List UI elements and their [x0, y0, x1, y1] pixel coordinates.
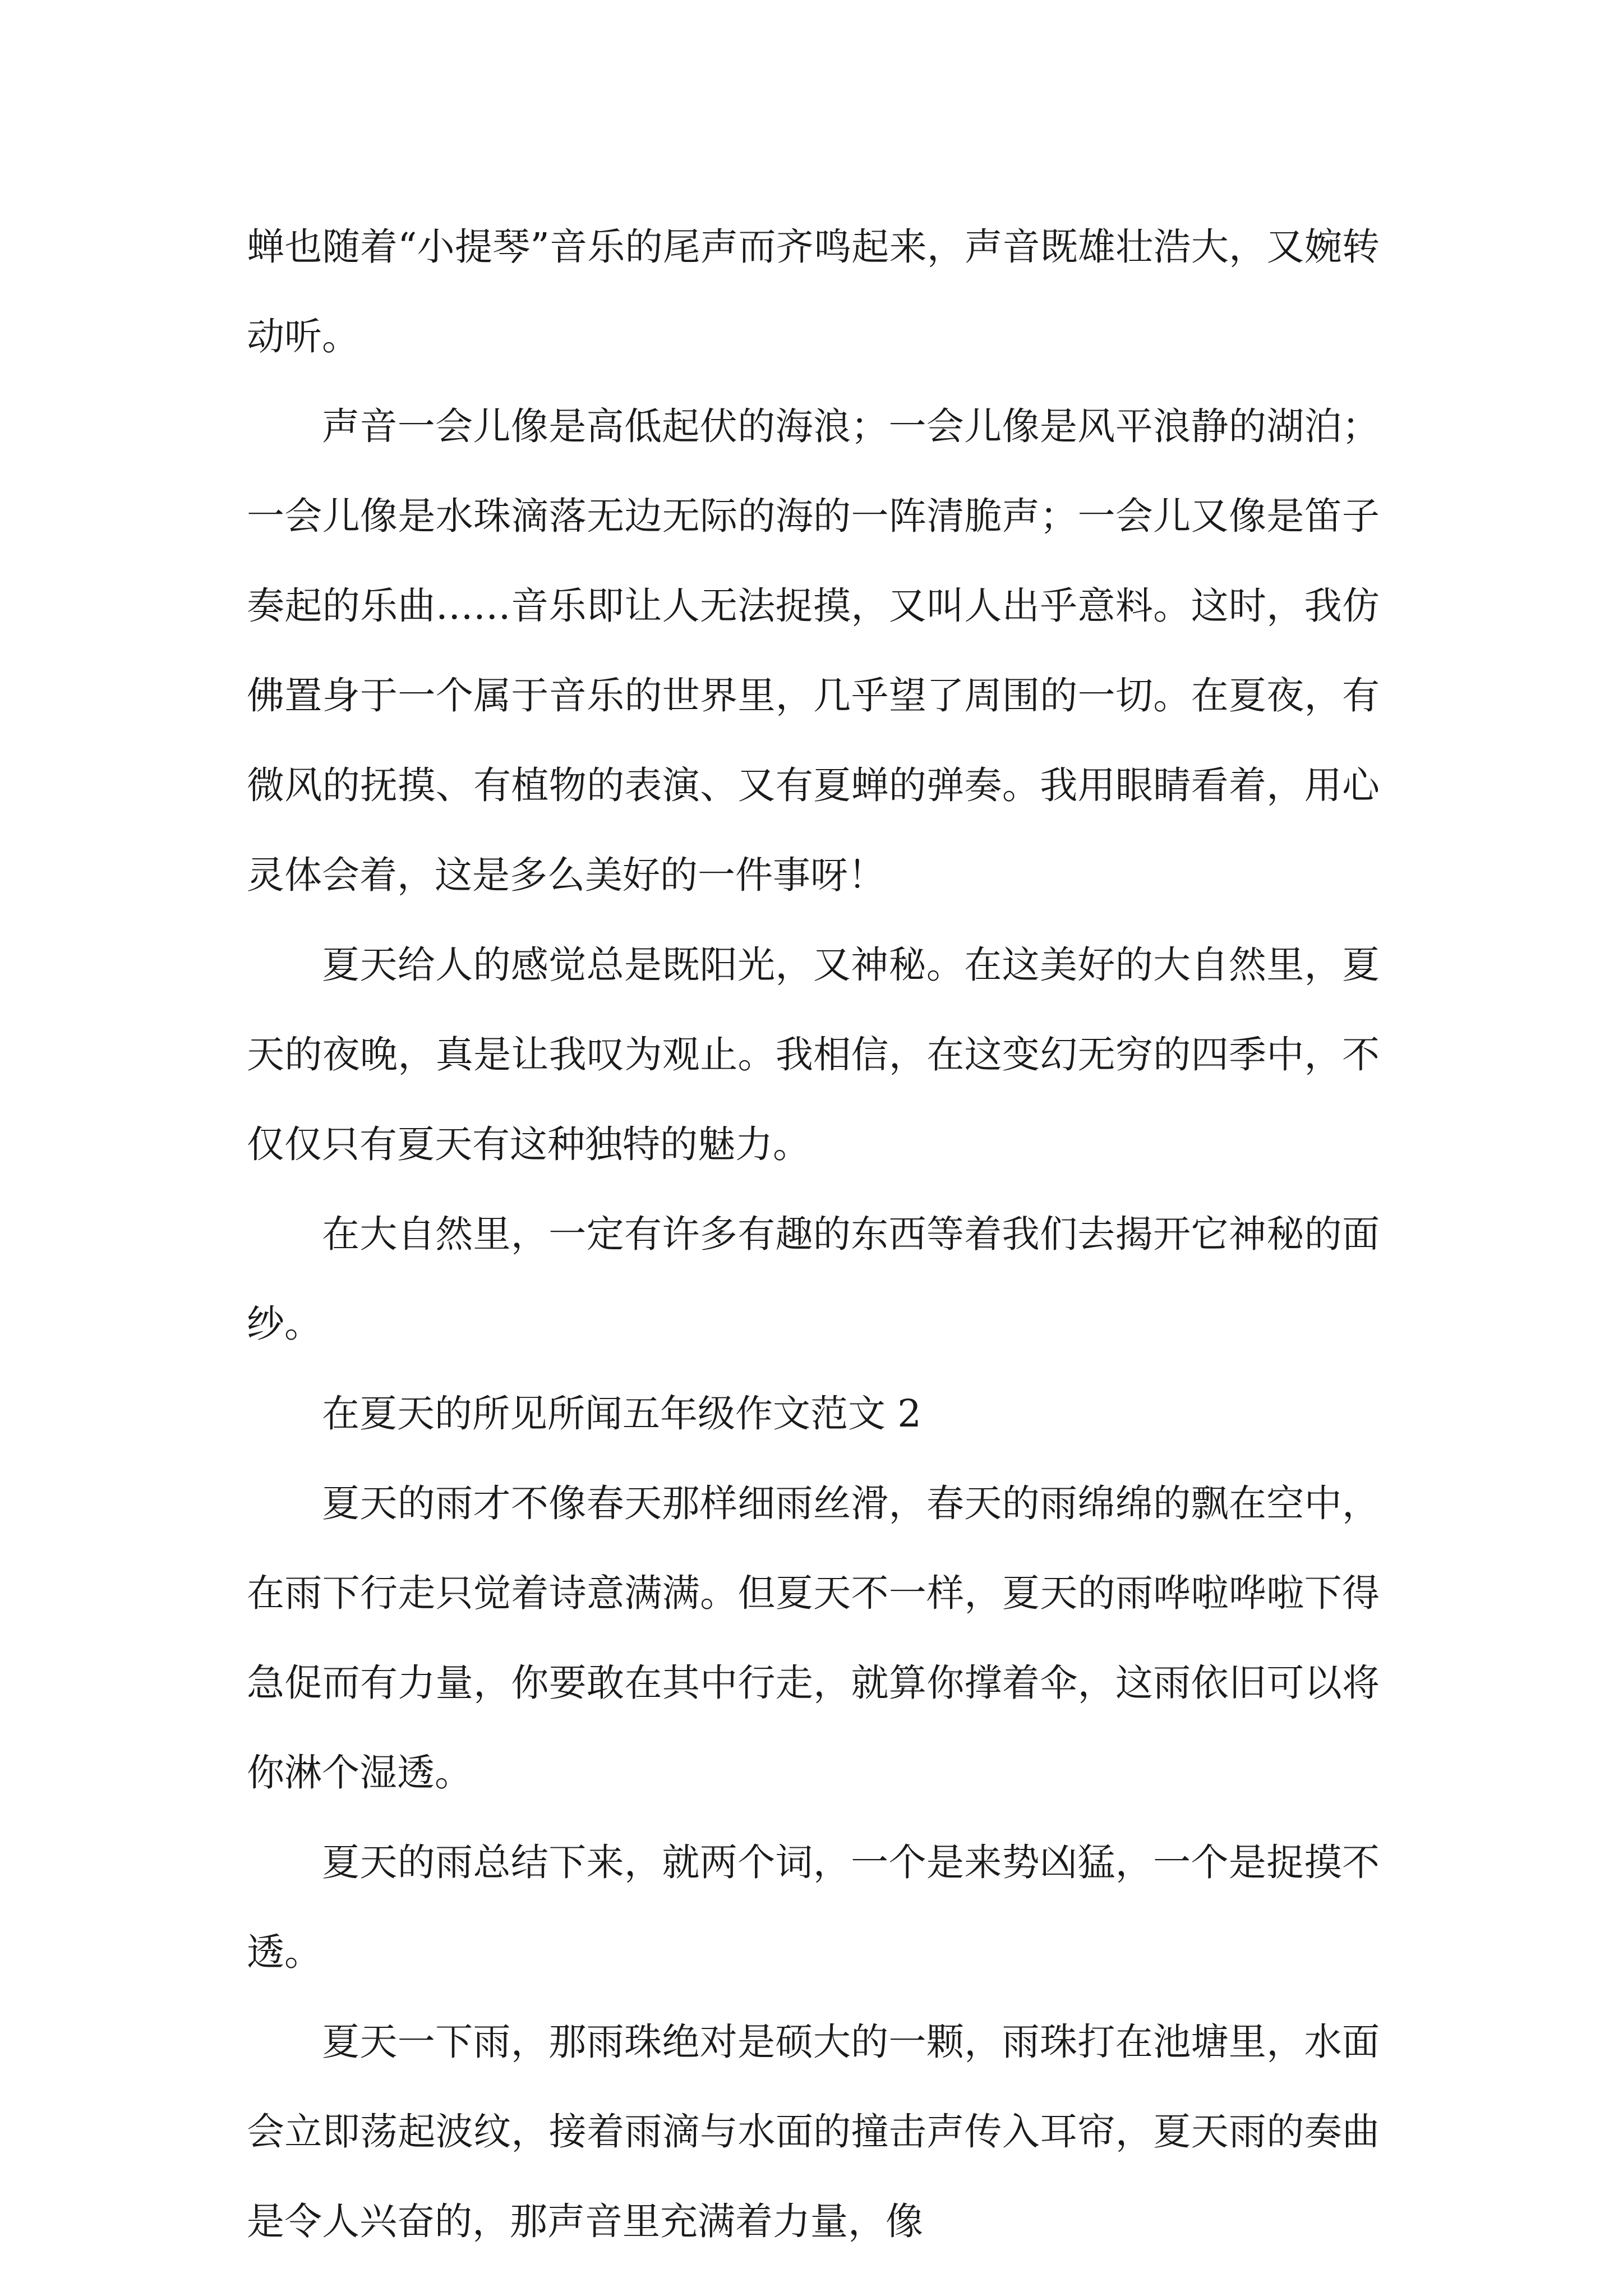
section-title: 在夏天的所见所闻五年级作文范文 2	[322, 1392, 921, 1435]
paragraph: 夏天的雨总结下来，就两个词，一个是来势凶猛，一个是捉摸不透。	[247, 1841, 1380, 1974]
paragraph: 在大自然里，一定有许多有趣的东西等着我们去揭开它神秘的面纱。	[247, 1212, 1380, 1346]
paragraph: 夏天的雨才不像春天那样细雨丝滑，春天的雨绵绵的飘在空中，在雨下行走只觉着诗意满满。但夏天不一样，夏天的雨哗啦哗啦下得急促而有力量，你要敢在其中行走，就算你撑着伞，这雨依旧可以将你淋个湿透。	[247, 1481, 1380, 1795]
paragraph: 夏天给人的感觉总是既阳光，又神秘。在这美好的大自然里，夏天的夜晚，真是让我叹为观止。我相信，在这变幻无穷的四季中，不仅仅只有夏天有这种独特的魅力。	[247, 943, 1380, 1166]
paragraph: 夏天一下雨，那雨珠绝对是硕大的一颗，雨珠打在池塘里，水面会立即荡起波纹，接着雨滴与水面的撞击声传入耳帘，夏天雨的奏曲是令人兴奋的，那声音里充满着力量，像	[247, 2020, 1380, 2243]
document-body	[247, 202, 1380, 2266]
paragraph: 声音一会儿像是高低起伏的海浪；一会儿像是风平浪静的湖泊；一会儿像是水珠滴落无边无际的海的一阵清脆声；一会儿又像是笛子奏起的乐曲……音乐即让人无法捉摸，又叫人出乎意料。这时，我仿佛置身于一个属于音乐的世界里，几乎望了周围的一切。在夏夜，有微风的抚摸、有植物的表演、又有夏蝉的弹奏。我用眼睛看着，用心灵体会着，这是多么美好的一件事呀！	[247, 404, 1380, 897]
paragraph-continuation: 蝉也随着“小提琴”音乐的尾声而齐鸣起来，声音既雄壮浩大，又婉转动听。	[247, 225, 1380, 358]
